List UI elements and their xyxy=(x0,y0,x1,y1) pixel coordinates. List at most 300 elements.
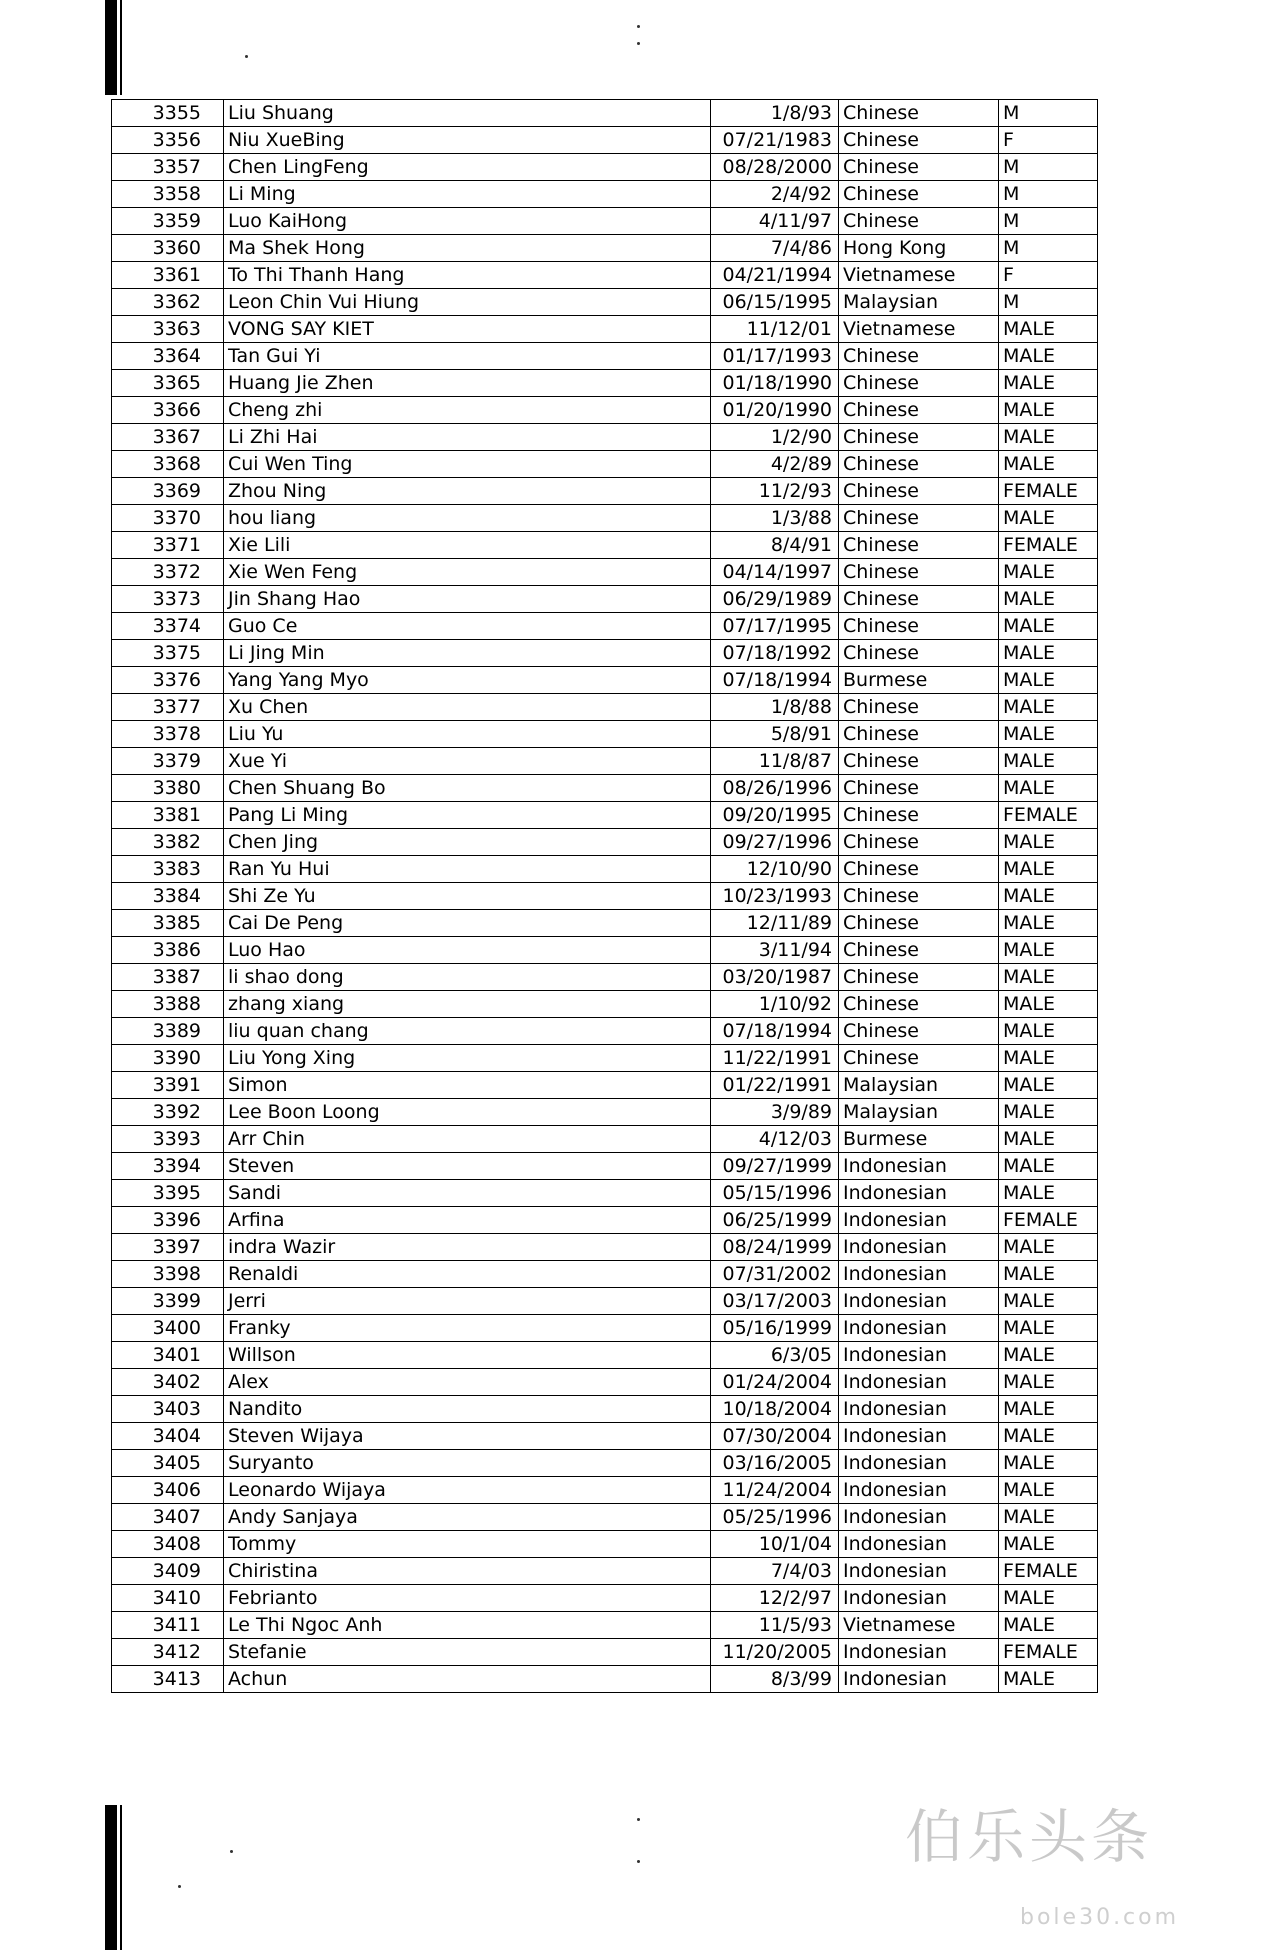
member-id-cell: 3405 xyxy=(112,1450,224,1477)
table-row xyxy=(112,316,1098,343)
scan-edge-line-left-bottom xyxy=(120,1805,122,1950)
birth-date-cell: 07/30/2004 xyxy=(711,1423,839,1450)
gender-cell: MALE xyxy=(999,1369,1098,1396)
birth-date-cell: 12/10/90 xyxy=(711,856,839,883)
table-row xyxy=(112,1261,1098,1288)
nationality-cell: Hong Kong xyxy=(839,235,999,262)
gender-cell: M xyxy=(999,289,1098,316)
member-name-cell: Simon xyxy=(224,1072,711,1099)
birth-date-cell: 07/18/1994 xyxy=(711,667,839,694)
member-name-cell: Tan Gui Yi xyxy=(224,343,711,370)
table-row xyxy=(112,100,1098,127)
member-name-cell: VONG SAY KIET xyxy=(224,316,711,343)
gender-cell: MALE xyxy=(999,991,1098,1018)
birth-date-cell: 06/15/1995 xyxy=(711,289,839,316)
nationality-cell: Indonesian xyxy=(839,1477,999,1504)
nationality-cell: Chinese xyxy=(839,1045,999,1072)
birth-date-cell: 05/25/1996 xyxy=(711,1504,839,1531)
nationality-cell: Burmese xyxy=(839,667,999,694)
gender-cell: MALE xyxy=(999,343,1098,370)
birth-date-cell: 07/21/1983 xyxy=(711,127,839,154)
gender-cell: F xyxy=(999,262,1098,289)
member-name-cell: Leonardo Wijaya xyxy=(224,1477,711,1504)
member-id-cell: 3410 xyxy=(112,1585,224,1612)
member-name-cell: Ma Shek Hong xyxy=(224,235,711,262)
gender-cell: M xyxy=(999,181,1098,208)
birth-date-cell: 3/9/89 xyxy=(711,1099,839,1126)
birth-date-cell: 06/29/1989 xyxy=(711,586,839,613)
member-id-cell: 3391 xyxy=(112,1072,224,1099)
nationality-cell: Chinese xyxy=(839,424,999,451)
gender-cell: FEMALE xyxy=(999,802,1098,829)
table-row xyxy=(112,829,1098,856)
scan-speck xyxy=(230,1850,233,1853)
member-id-cell: 3400 xyxy=(112,1315,224,1342)
member-id-cell: 3359 xyxy=(112,208,224,235)
nationality-cell: Indonesian xyxy=(839,1234,999,1261)
member-name-cell: Febrianto xyxy=(224,1585,711,1612)
birth-date-cell: 5/8/91 xyxy=(711,721,839,748)
member-id-cell: 3374 xyxy=(112,613,224,640)
table-row xyxy=(112,262,1098,289)
birth-date-cell: 4/2/89 xyxy=(711,451,839,478)
member-name-cell: Guo Ce xyxy=(224,613,711,640)
member-id-cell: 3377 xyxy=(112,694,224,721)
table-row xyxy=(112,478,1098,505)
nationality-cell: Indonesian xyxy=(839,1315,999,1342)
table-row xyxy=(112,1099,1098,1126)
gender-cell: M xyxy=(999,208,1098,235)
member-id-cell: 3411 xyxy=(112,1612,224,1639)
nationality-cell: Chinese xyxy=(839,478,999,505)
nationality-cell: Malaysian xyxy=(839,1099,999,1126)
member-name-cell: Lee Boon Loong xyxy=(224,1099,711,1126)
nationality-cell: Chinese xyxy=(839,748,999,775)
member-name-cell: Xie Wen Feng xyxy=(224,559,711,586)
nationality-cell: Vietnamese xyxy=(839,316,999,343)
member-name-cell: Liu Shuang xyxy=(224,100,711,127)
gender-cell: MALE xyxy=(999,964,1098,991)
gender-cell: MALE xyxy=(999,1666,1098,1693)
nationality-cell: Chinese xyxy=(839,829,999,856)
birth-date-cell: 7/4/03 xyxy=(711,1558,839,1585)
table-row xyxy=(112,856,1098,883)
table-row xyxy=(112,937,1098,964)
table-row xyxy=(112,1585,1098,1612)
gender-cell: MALE xyxy=(999,1504,1098,1531)
nationality-cell: Chinese xyxy=(839,856,999,883)
member-name-cell: Chiristina xyxy=(224,1558,711,1585)
member-name-cell: Franky xyxy=(224,1315,711,1342)
member-id-cell: 3403 xyxy=(112,1396,224,1423)
table-row xyxy=(112,1531,1098,1558)
table-row xyxy=(112,505,1098,532)
member-name-cell: Nandito xyxy=(224,1396,711,1423)
member-id-cell: 3413 xyxy=(112,1666,224,1693)
table-row xyxy=(112,1315,1098,1342)
member-name-cell: Willson xyxy=(224,1342,711,1369)
gender-cell: MALE xyxy=(999,397,1098,424)
member-id-cell: 3358 xyxy=(112,181,224,208)
birth-date-cell: 4/12/03 xyxy=(711,1126,839,1153)
member-name-cell: indra Wazir xyxy=(224,1234,711,1261)
nationality-cell: Indonesian xyxy=(839,1369,999,1396)
gender-cell: FEMALE xyxy=(999,1207,1098,1234)
table-row xyxy=(112,235,1098,262)
table-row xyxy=(112,1207,1098,1234)
member-name-cell: Steven Wijaya xyxy=(224,1423,711,1450)
member-name-cell: Liu Yu xyxy=(224,721,711,748)
nationality-cell: Chinese xyxy=(839,937,999,964)
member-id-cell: 3381 xyxy=(112,802,224,829)
member-name-cell: Ran Yu Hui xyxy=(224,856,711,883)
member-id-cell: 3370 xyxy=(112,505,224,532)
birth-date-cell: 09/27/1996 xyxy=(711,829,839,856)
member-name-cell: Li Ming xyxy=(224,181,711,208)
nationality-cell: Indonesian xyxy=(839,1180,999,1207)
gender-cell: MALE xyxy=(999,559,1098,586)
birth-date-cell: 1/10/92 xyxy=(711,991,839,1018)
member-id-cell: 3380 xyxy=(112,775,224,802)
member-id-cell: 3375 xyxy=(112,640,224,667)
gender-cell: MALE xyxy=(999,721,1098,748)
member-id-cell: 3356 xyxy=(112,127,224,154)
member-id-cell: 3406 xyxy=(112,1477,224,1504)
member-id-cell: 3401 xyxy=(112,1342,224,1369)
member-id-cell: 3364 xyxy=(112,343,224,370)
member-name-cell: Xue Yi xyxy=(224,748,711,775)
gender-cell: MALE xyxy=(999,1342,1098,1369)
gender-cell: MALE xyxy=(999,1126,1098,1153)
nationality-cell: Indonesian xyxy=(839,1450,999,1477)
member-id-cell: 3396 xyxy=(112,1207,224,1234)
nationality-cell: Malaysian xyxy=(839,289,999,316)
gender-cell: MALE xyxy=(999,748,1098,775)
birth-date-cell: 10/18/2004 xyxy=(711,1396,839,1423)
member-name-cell: Pang Li Ming xyxy=(224,802,711,829)
nationality-cell: Indonesian xyxy=(839,1153,999,1180)
nationality-cell: Chinese xyxy=(839,208,999,235)
nationality-cell: Chinese xyxy=(839,451,999,478)
gender-cell: MALE xyxy=(999,505,1098,532)
gender-cell: FEMALE xyxy=(999,478,1098,505)
nationality-cell: Chinese xyxy=(839,1018,999,1045)
table-row xyxy=(112,964,1098,991)
birth-date-cell: 11/5/93 xyxy=(711,1612,839,1639)
table-row xyxy=(112,1369,1098,1396)
table-row xyxy=(112,1153,1098,1180)
birth-date-cell: 05/16/1999 xyxy=(711,1315,839,1342)
nationality-cell: Chinese xyxy=(839,532,999,559)
birth-date-cell: 09/27/1999 xyxy=(711,1153,839,1180)
birth-date-cell: 1/8/88 xyxy=(711,694,839,721)
member-name-cell: Shi Ze Yu xyxy=(224,883,711,910)
table-row xyxy=(112,1450,1098,1477)
member-id-cell: 3384 xyxy=(112,883,224,910)
nationality-cell: Indonesian xyxy=(839,1207,999,1234)
member-name-cell: Leon Chin Vui Hiung xyxy=(224,289,711,316)
member-name-cell: Achun xyxy=(224,1666,711,1693)
birth-date-cell: 11/8/87 xyxy=(711,748,839,775)
member-name-cell: Luo KaiHong xyxy=(224,208,711,235)
nationality-cell: Chinese xyxy=(839,721,999,748)
member-id-cell: 3395 xyxy=(112,1180,224,1207)
gender-cell: MALE xyxy=(999,1099,1098,1126)
table-row xyxy=(112,748,1098,775)
member-name-cell: Stefanie xyxy=(224,1639,711,1666)
table-row xyxy=(112,1558,1098,1585)
table-row xyxy=(112,1612,1098,1639)
birth-date-cell: 11/22/1991 xyxy=(711,1045,839,1072)
member-id-cell: 3399 xyxy=(112,1288,224,1315)
member-name-cell: Tommy xyxy=(224,1531,711,1558)
table-row xyxy=(112,883,1098,910)
gender-cell: MALE xyxy=(999,424,1098,451)
birth-date-cell: 1/2/90 xyxy=(711,424,839,451)
table-row xyxy=(112,289,1098,316)
table-row xyxy=(112,1288,1098,1315)
gender-cell: M xyxy=(999,154,1098,181)
member-id-cell: 3393 xyxy=(112,1126,224,1153)
gender-cell: MALE xyxy=(999,451,1098,478)
nationality-cell: Indonesian xyxy=(839,1342,999,1369)
member-id-cell: 3409 xyxy=(112,1558,224,1585)
table-row xyxy=(112,775,1098,802)
member-name-cell: Cheng zhi xyxy=(224,397,711,424)
table-row xyxy=(112,1045,1098,1072)
scan-speck xyxy=(178,1885,181,1888)
member-table xyxy=(111,99,1098,1693)
birth-date-cell: 8/3/99 xyxy=(711,1666,839,1693)
table-row xyxy=(112,424,1098,451)
member-id-cell: 3376 xyxy=(112,667,224,694)
member-id-cell: 3394 xyxy=(112,1153,224,1180)
nationality-cell: Chinese xyxy=(839,613,999,640)
member-id-cell: 3387 xyxy=(112,964,224,991)
gender-cell: MALE xyxy=(999,640,1098,667)
table-row xyxy=(112,1018,1098,1045)
birth-date-cell: 07/17/1995 xyxy=(711,613,839,640)
member-table-body xyxy=(112,100,1098,1693)
member-name-cell: Jin Shang Hao xyxy=(224,586,711,613)
gender-cell: MALE xyxy=(999,910,1098,937)
member-name-cell: Niu XueBing xyxy=(224,127,711,154)
table-row xyxy=(112,1234,1098,1261)
member-name-cell: Chen Jing xyxy=(224,829,711,856)
member-name-cell: Chen LingFeng xyxy=(224,154,711,181)
gender-cell: MALE xyxy=(999,856,1098,883)
table-row xyxy=(112,586,1098,613)
table-row xyxy=(112,1423,1098,1450)
gender-cell: MALE xyxy=(999,1531,1098,1558)
gender-cell: MALE xyxy=(999,1315,1098,1342)
nationality-cell: Chinese xyxy=(839,559,999,586)
table-row xyxy=(112,127,1098,154)
member-id-cell: 3363 xyxy=(112,316,224,343)
nationality-cell: Chinese xyxy=(839,397,999,424)
nationality-cell: Indonesian xyxy=(839,1585,999,1612)
member-id-cell: 3382 xyxy=(112,829,224,856)
table-row xyxy=(112,343,1098,370)
gender-cell: MALE xyxy=(999,1153,1098,1180)
member-name-cell: Sandi xyxy=(224,1180,711,1207)
nationality-cell: Vietnamese xyxy=(839,262,999,289)
birth-date-cell: 04/14/1997 xyxy=(711,559,839,586)
member-name-cell: Chen Shuang Bo xyxy=(224,775,711,802)
birth-date-cell: 11/2/93 xyxy=(711,478,839,505)
birth-date-cell: 03/17/2003 xyxy=(711,1288,839,1315)
member-id-cell: 3379 xyxy=(112,748,224,775)
member-id-cell: 3402 xyxy=(112,1369,224,1396)
nationality-cell: Indonesian xyxy=(839,1639,999,1666)
gender-cell: MALE xyxy=(999,1450,1098,1477)
birth-date-cell: 1/8/93 xyxy=(711,100,839,127)
gender-cell: MALE xyxy=(999,1423,1098,1450)
member-name-cell: Luo Hao xyxy=(224,937,711,964)
member-name-cell: Liu Yong Xing xyxy=(224,1045,711,1072)
table-row xyxy=(112,451,1098,478)
nationality-cell: Indonesian xyxy=(839,1288,999,1315)
table-row xyxy=(112,208,1098,235)
birth-date-cell: 3/11/94 xyxy=(711,937,839,964)
gender-cell: MALE xyxy=(999,370,1098,397)
member-id-cell: 3398 xyxy=(112,1261,224,1288)
nationality-cell: Malaysian xyxy=(839,1072,999,1099)
member-id-cell: 3378 xyxy=(112,721,224,748)
gender-cell: MALE xyxy=(999,883,1098,910)
gender-cell: MALE xyxy=(999,775,1098,802)
member-id-cell: 3366 xyxy=(112,397,224,424)
member-name-cell: Xie Lili xyxy=(224,532,711,559)
birth-date-cell: 03/20/1987 xyxy=(711,964,839,991)
member-id-cell: 3392 xyxy=(112,1099,224,1126)
gender-cell: MALE xyxy=(999,1477,1098,1504)
member-name-cell: Cai De Peng xyxy=(224,910,711,937)
scan-speck xyxy=(637,1818,640,1821)
member-id-cell: 3386 xyxy=(112,937,224,964)
birth-date-cell: 04/21/1994 xyxy=(711,262,839,289)
birth-date-cell: 01/24/2004 xyxy=(711,1369,839,1396)
member-id-cell: 3357 xyxy=(112,154,224,181)
nationality-cell: Chinese xyxy=(839,775,999,802)
gender-cell: MALE xyxy=(999,613,1098,640)
member-id-cell: 3367 xyxy=(112,424,224,451)
birth-date-cell: 11/20/2005 xyxy=(711,1639,839,1666)
table-row xyxy=(112,1477,1098,1504)
nationality-cell: Chinese xyxy=(839,991,999,1018)
member-id-cell: 3404 xyxy=(112,1423,224,1450)
birth-date-cell: 01/22/1991 xyxy=(711,1072,839,1099)
nationality-cell: Indonesian xyxy=(839,1504,999,1531)
birth-date-cell: 11/24/2004 xyxy=(711,1477,839,1504)
gender-cell: FEMALE xyxy=(999,532,1098,559)
member-id-cell: 3373 xyxy=(112,586,224,613)
member-id-cell: 3360 xyxy=(112,235,224,262)
birth-date-cell: 11/12/01 xyxy=(711,316,839,343)
watermark-logo: 伯乐头条 xyxy=(905,1803,1154,1871)
table-row xyxy=(112,370,1098,397)
birth-date-cell: 08/24/1999 xyxy=(711,1234,839,1261)
member-name-cell: Xu Chen xyxy=(224,694,711,721)
nationality-cell: Indonesian xyxy=(839,1261,999,1288)
birth-date-cell: 6/3/05 xyxy=(711,1342,839,1369)
nationality-cell: Indonesian xyxy=(839,1531,999,1558)
birth-date-cell: 1/3/88 xyxy=(711,505,839,532)
nationality-cell: Chinese xyxy=(839,343,999,370)
member-id-cell: 3397 xyxy=(112,1234,224,1261)
gender-cell: M xyxy=(999,235,1098,262)
table-row xyxy=(112,1504,1098,1531)
table-row xyxy=(112,532,1098,559)
table-row xyxy=(112,1126,1098,1153)
table-row xyxy=(112,1072,1098,1099)
member-name-cell: Le Thi Ngoc Anh xyxy=(224,1612,711,1639)
scan-speck xyxy=(637,42,640,45)
nationality-cell: Indonesian xyxy=(839,1666,999,1693)
member-id-cell: 3355 xyxy=(112,100,224,127)
member-id-cell: 3372 xyxy=(112,559,224,586)
member-id-cell: 3408 xyxy=(112,1531,224,1558)
nationality-cell: Chinese xyxy=(839,127,999,154)
nationality-cell: Chinese xyxy=(839,154,999,181)
nationality-cell: Indonesian xyxy=(839,1423,999,1450)
gender-cell: FEMALE xyxy=(999,1639,1098,1666)
table-row xyxy=(112,667,1098,694)
table-row xyxy=(112,1180,1098,1207)
nationality-cell: Chinese xyxy=(839,640,999,667)
birth-date-cell: 8/4/91 xyxy=(711,532,839,559)
member-id-cell: 3368 xyxy=(112,451,224,478)
member-name-cell: Li Jing Min xyxy=(224,640,711,667)
gender-cell: MALE xyxy=(999,1612,1098,1639)
member-id-cell: 3389 xyxy=(112,1018,224,1045)
member-name-cell: liu quan chang xyxy=(224,1018,711,1045)
table-row xyxy=(112,1342,1098,1369)
member-id-cell: 3361 xyxy=(112,262,224,289)
member-name-cell: li shao dong xyxy=(224,964,711,991)
table-row xyxy=(112,802,1098,829)
gender-cell: MALE xyxy=(999,1396,1098,1423)
nationality-cell: Chinese xyxy=(839,181,999,208)
gender-cell: MALE xyxy=(999,694,1098,721)
member-id-cell: 3383 xyxy=(112,856,224,883)
member-name-cell: Andy Sanjaya xyxy=(224,1504,711,1531)
gender-cell: MALE xyxy=(999,1288,1098,1315)
gender-cell: MALE xyxy=(999,1072,1098,1099)
birth-date-cell: 12/11/89 xyxy=(711,910,839,937)
nationality-cell: Chinese xyxy=(839,505,999,532)
member-name-cell: Li Zhi Hai xyxy=(224,424,711,451)
table-row xyxy=(112,910,1098,937)
table-row xyxy=(112,559,1098,586)
table-row xyxy=(112,181,1098,208)
member-name-cell: To Thi Thanh Hang xyxy=(224,262,711,289)
gender-cell: MALE xyxy=(999,937,1098,964)
nationality-cell: Vietnamese xyxy=(839,1612,999,1639)
birth-date-cell: 03/16/2005 xyxy=(711,1450,839,1477)
member-id-cell: 3390 xyxy=(112,1045,224,1072)
member-name-cell: Steven xyxy=(224,1153,711,1180)
member-name-cell: Yang Yang Myo xyxy=(224,667,711,694)
member-name-cell: Cui Wen Ting xyxy=(224,451,711,478)
birth-date-cell: 7/4/86 xyxy=(711,235,839,262)
nationality-cell: Chinese xyxy=(839,910,999,937)
birth-date-cell: 2/4/92 xyxy=(711,181,839,208)
birth-date-cell: 06/25/1999 xyxy=(711,1207,839,1234)
birth-date-cell: 07/18/1994 xyxy=(711,1018,839,1045)
gender-cell: F xyxy=(999,127,1098,154)
member-name-cell: Zhou Ning xyxy=(224,478,711,505)
